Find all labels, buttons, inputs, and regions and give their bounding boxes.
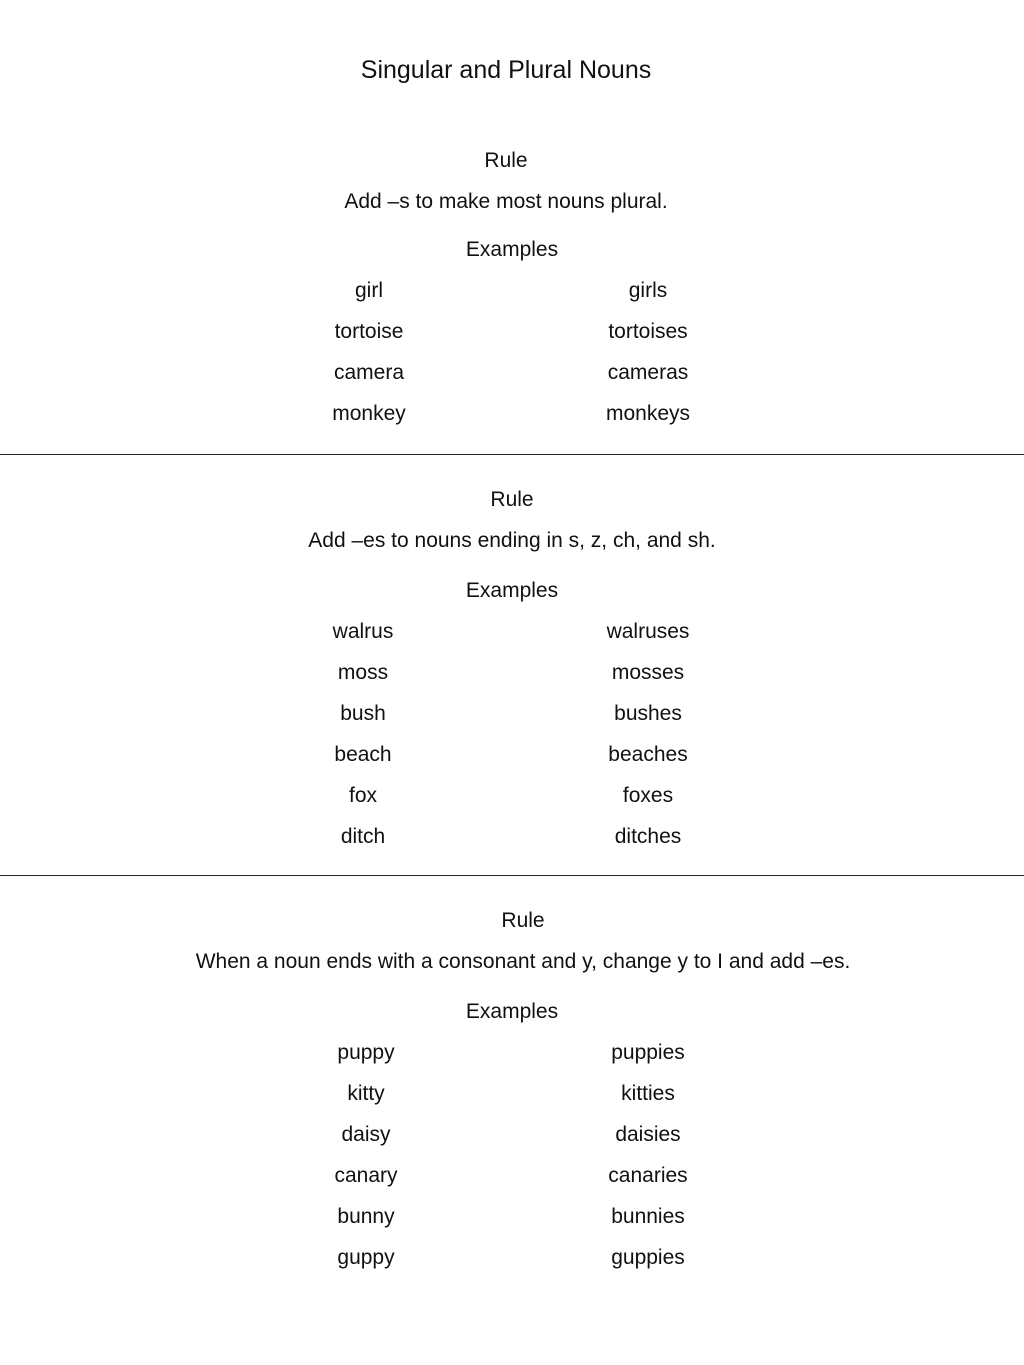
singular-word: beach <box>334 743 392 766</box>
singular-word: fox <box>348 784 378 807</box>
singular-word: canary <box>334 1164 398 1187</box>
section-divider <box>0 875 1024 876</box>
singular-word: guppy <box>337 1246 395 1269</box>
rule-text: Add –es to nouns ending in s, z, ch, and sh. <box>308 529 716 552</box>
rule-label: Rule <box>501 909 545 932</box>
plural-word: puppies <box>611 1041 685 1064</box>
plural-word: tortoises <box>608 320 688 343</box>
singular-word: monkey <box>332 402 406 425</box>
page-title: Singular and Plural Nouns <box>360 56 652 84</box>
rule-text: When a noun ends with a consonant and y, change y to I and add –es. <box>195 950 851 973</box>
plural-word: mosses <box>611 661 685 684</box>
singular-word: tortoise <box>334 320 404 343</box>
plural-word: foxes <box>622 784 674 807</box>
plural-word: girls <box>628 279 668 302</box>
singular-word: ditch <box>340 825 386 848</box>
singular-word: girl <box>354 279 384 302</box>
section-divider <box>0 454 1024 455</box>
plural-word: beaches <box>608 743 688 766</box>
examples-label: Examples <box>465 238 559 261</box>
plural-word: kitties <box>621 1082 675 1105</box>
singular-word: bush <box>340 702 386 725</box>
singular-word: bunny <box>337 1205 395 1228</box>
singular-word: walrus <box>332 620 394 643</box>
singular-word: moss <box>337 661 389 684</box>
plural-word: bunnies <box>611 1205 685 1228</box>
plural-word: canaries <box>608 1164 688 1187</box>
singular-word: camera <box>333 361 405 384</box>
plural-word: daisies <box>615 1123 681 1146</box>
plural-word: guppies <box>611 1246 685 1269</box>
plural-word: bushes <box>614 702 682 725</box>
plural-word: walruses <box>606 620 690 643</box>
plural-word: cameras <box>607 361 689 384</box>
singular-word: puppy <box>337 1041 395 1064</box>
plural-word: monkeys <box>605 402 691 425</box>
examples-label: Examples <box>465 579 559 602</box>
singular-word: kitty <box>347 1082 385 1105</box>
plural-word: ditches <box>614 825 682 848</box>
singular-word: daisy <box>341 1123 391 1146</box>
rule-label: Rule <box>484 149 528 172</box>
examples-label: Examples <box>465 1000 559 1023</box>
rule-label: Rule <box>490 488 534 511</box>
rule-text: Add –s to make most nouns plural. <box>344 190 668 213</box>
